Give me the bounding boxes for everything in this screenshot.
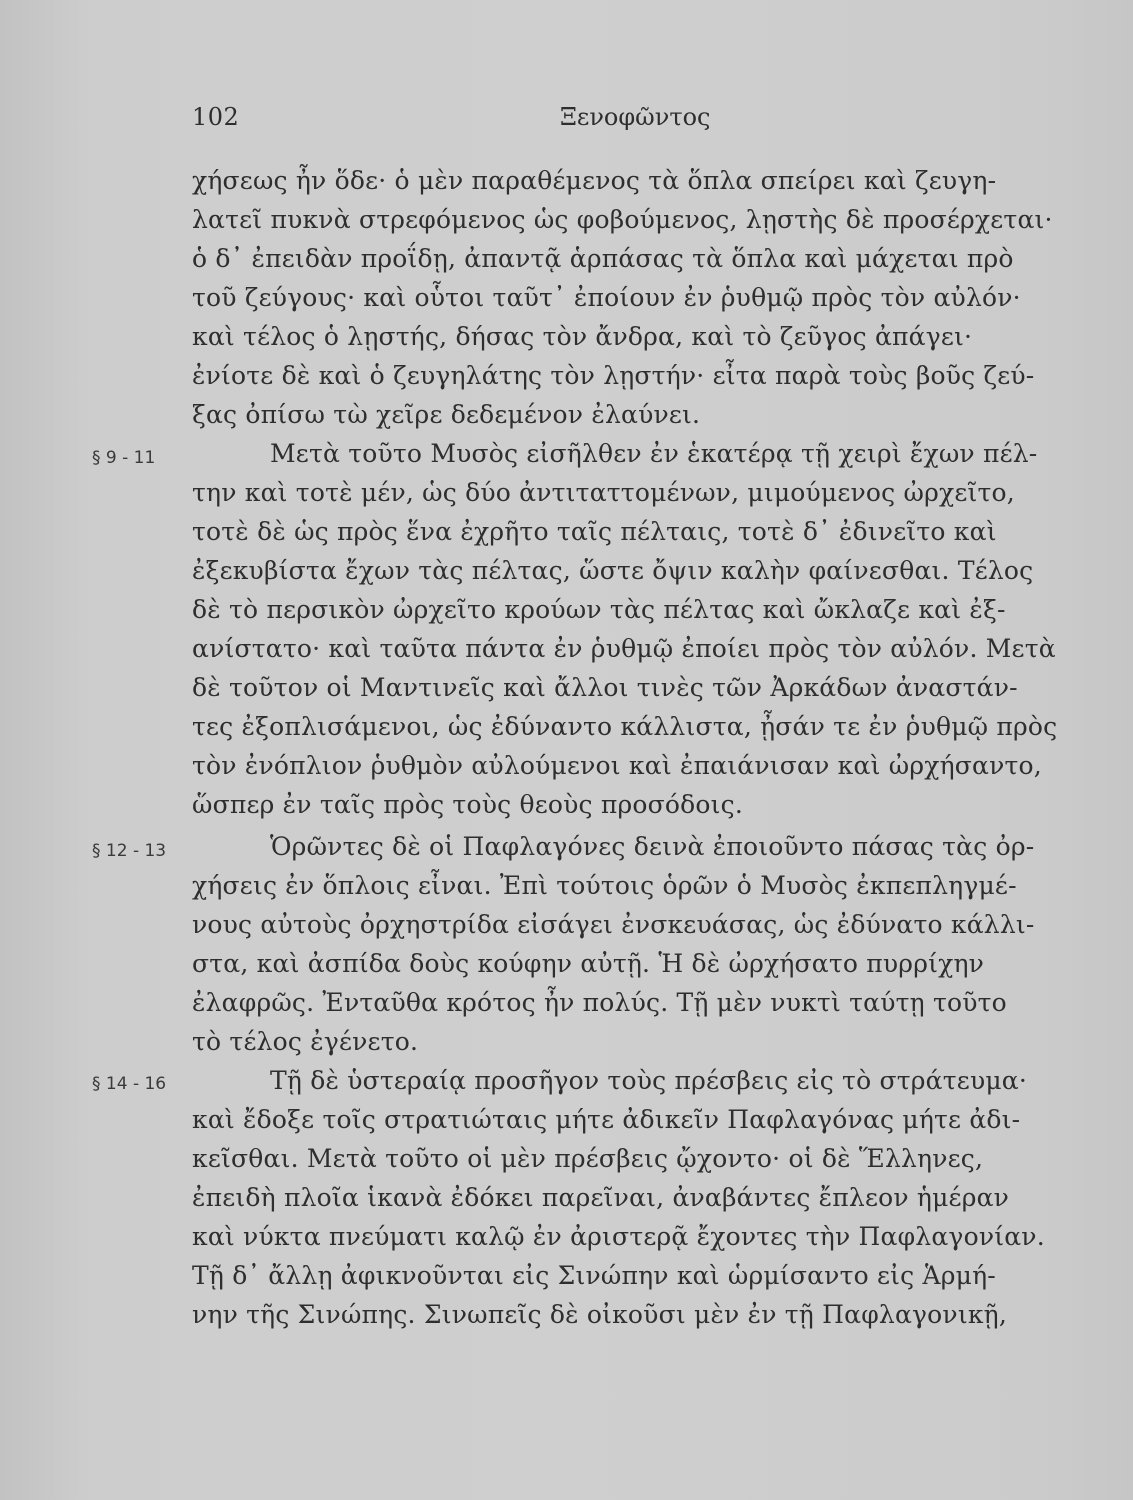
text-line: χήσεις ἐν ὅπλοις εἶναι. Ἐπὶ τούτοις ὁρῶν ὁ Μυσὸς ἐκπεπληγμέ- [192,871,1017,900]
text-line: τὸ τέλος ἐγένετο. [192,1027,419,1056]
text-line: τες ἐξοπλισάμενοι, ὡς ἐδύναντο κάλλιστα, ᾖσάν τε ἐν ῥυθμῷ πρὸς [192,712,1058,741]
text-line: ξας ὀπίσω τὼ χεῖρε δεδεμένον ἐλαύνει. [192,400,701,429]
text-line: κεῖσθαι. Μετὰ τοῦτο οἱ μὲν πρέσβεις ᾤχοντο· οἱ δὲ Ἕλληνες, [192,1144,984,1173]
running-title: Ξενοφῶντος [560,103,711,131]
text-line: ἐξεκυβίστα ἔχων τὰς πέλτας, ὥστε ὄψιν καλὴν φαίνεσθαι. Τέλος [192,556,1034,585]
text-line: καὶ νύκτα πνεύματι καλῷ ἐν ἀριστερᾷ ἔχοντες τὴν Παφλαγονίαν. [192,1222,1045,1251]
text-line: ἐπειδὴ πλοῖα ἱκανὰ ἐδόκει παρεῖναι, ἀναβάντες ἔπλεον ἡμέραν [192,1183,1010,1212]
text-line: καὶ τέλος ὁ λῃστής, δήσας τὸν ἄνδρα, καὶ τὸ ζεῦγος ἀπάγει· [192,322,973,351]
text-line: τοτὲ δὲ ὡς πρὸς ἕνα ἐχρῆτο ταῖς πέλταις, τοτὲ δ᾽ ἐδινεῖτο καὶ [192,517,997,546]
text-line: Τῇ δ᾽ ἄλλῃ ἀφικνοῦνται εἰς Σινώπην καὶ ὡρμίσαντο εἰς Ἁρμή- [192,1261,996,1290]
text-line: Μετὰ τοῦτο Μυσὸς εἰσῆλθεν ἐν ἑκατέρᾳ τῇ χειρὶ ἔχων πέλ- [270,439,1038,468]
text-line: ανίστατο· καὶ ταῦτα πάντα ἐν ῥυθμῷ ἐποίει πρὸς τὸν αὐλόν. Μετὰ [192,634,1056,663]
text-line: Ὁρῶντες δὲ οἱ Παφλαγόνες δεινὰ ἐποιοῦντο πάσας τὰς ὀρ- [270,832,1035,861]
text-line: ὥσπερ ἐν ταῖς πρὸς τοὺς θεοὺς προσόδοις. [192,790,744,819]
text-line: την καὶ τοτὲ μέν, ὡς δύο ἀντιταττομένων, μιμούμενος ὠρχεῖτο, [192,478,1015,507]
text-line: στα, καὶ ἀσπίδα δοὺς κούφην αὐτῇ. Ἡ δὲ ὠρχήσατο πυρρίχην [192,949,985,978]
text-line: τὸν ἐνόπλιον ῥυθμὸν αὐλούμενοι καὶ ἐπαιάνισαν καὶ ὠρχήσαντο, [192,751,1042,780]
section-marker: § 12 - 13 [92,841,167,861]
text-line: λατεῖ πυκνὰ στρεφόμενος ὡς φοβούμενος, λῃστὴς δὲ προσέρχεται· [192,205,1053,234]
text-line: Τῇ δὲ ὑστεραίᾳ προσῆγον τοὺς πρέσβεις εἰς τὸ στράτευμα· [270,1066,1028,1095]
text-line: ἐλαφρῶς. Ἐνταῦθα κρότος ἦν πολύς. Τῇ μὲν νυκτὶ ταύτῃ τοῦτο [192,988,1007,1017]
section-marker: § 9 - 11 [92,448,156,468]
text-line: τοῦ ζεύγους· καὶ οὗτοι ταῦτ᾽ ἐποίουν ἐν ῥυθμῷ πρὸς τὸν αὐλόν· [192,283,1021,312]
text-line: νην τῆς Σινώπης. Σινωπεῖς δὲ οἰκοῦσι μὲν ἐν τῇ Παφλαγονικῇ, [192,1300,1007,1329]
page-number: 102 [192,103,240,131]
text-line: καὶ ἔδοξε τοῖς στρατιώταις μήτε ἀδικεῖν Παφλαγόνας μήτε ἀδι- [192,1105,1021,1134]
text-line: χήσεως ἦν ὅδε· ὁ μὲν παραθέμενος τὰ ὅπλα σπείρει καὶ ζευγη- [192,166,997,195]
text-line: δὲ τὸ περσικὸν ὠρχεῖτο κρούων τὰς πέλτας καὶ ὤκλαζε καὶ ἐξ- [192,595,1006,624]
text-line: ἐνίοτε δὲ καὶ ὁ ζευγηλάτης τὸν λῃστήν· εἶτα παρὰ τοὺς βοῦς ζεύ- [192,361,1035,390]
text-line: νους αὐτοὺς ὀρχηστρίδα εἰσάγει ἐνσκευάσας, ὡς ἐδύνατο κάλλι- [192,910,1035,939]
section-marker: § 14 - 16 [92,1074,167,1094]
text-line: ὁ δ᾽ ἐπειδὰν προΐδῃ, ἀπαντᾷ ἁρπάσας τὰ ὅπλα καὶ μάχεται πρὸ [192,244,1014,273]
text-line: δὲ τοῦτον οἱ Μαντινεῖς καὶ ἄλλοι τινὲς τῶν Ἀρκάδων ἀναστάν- [192,673,1018,702]
